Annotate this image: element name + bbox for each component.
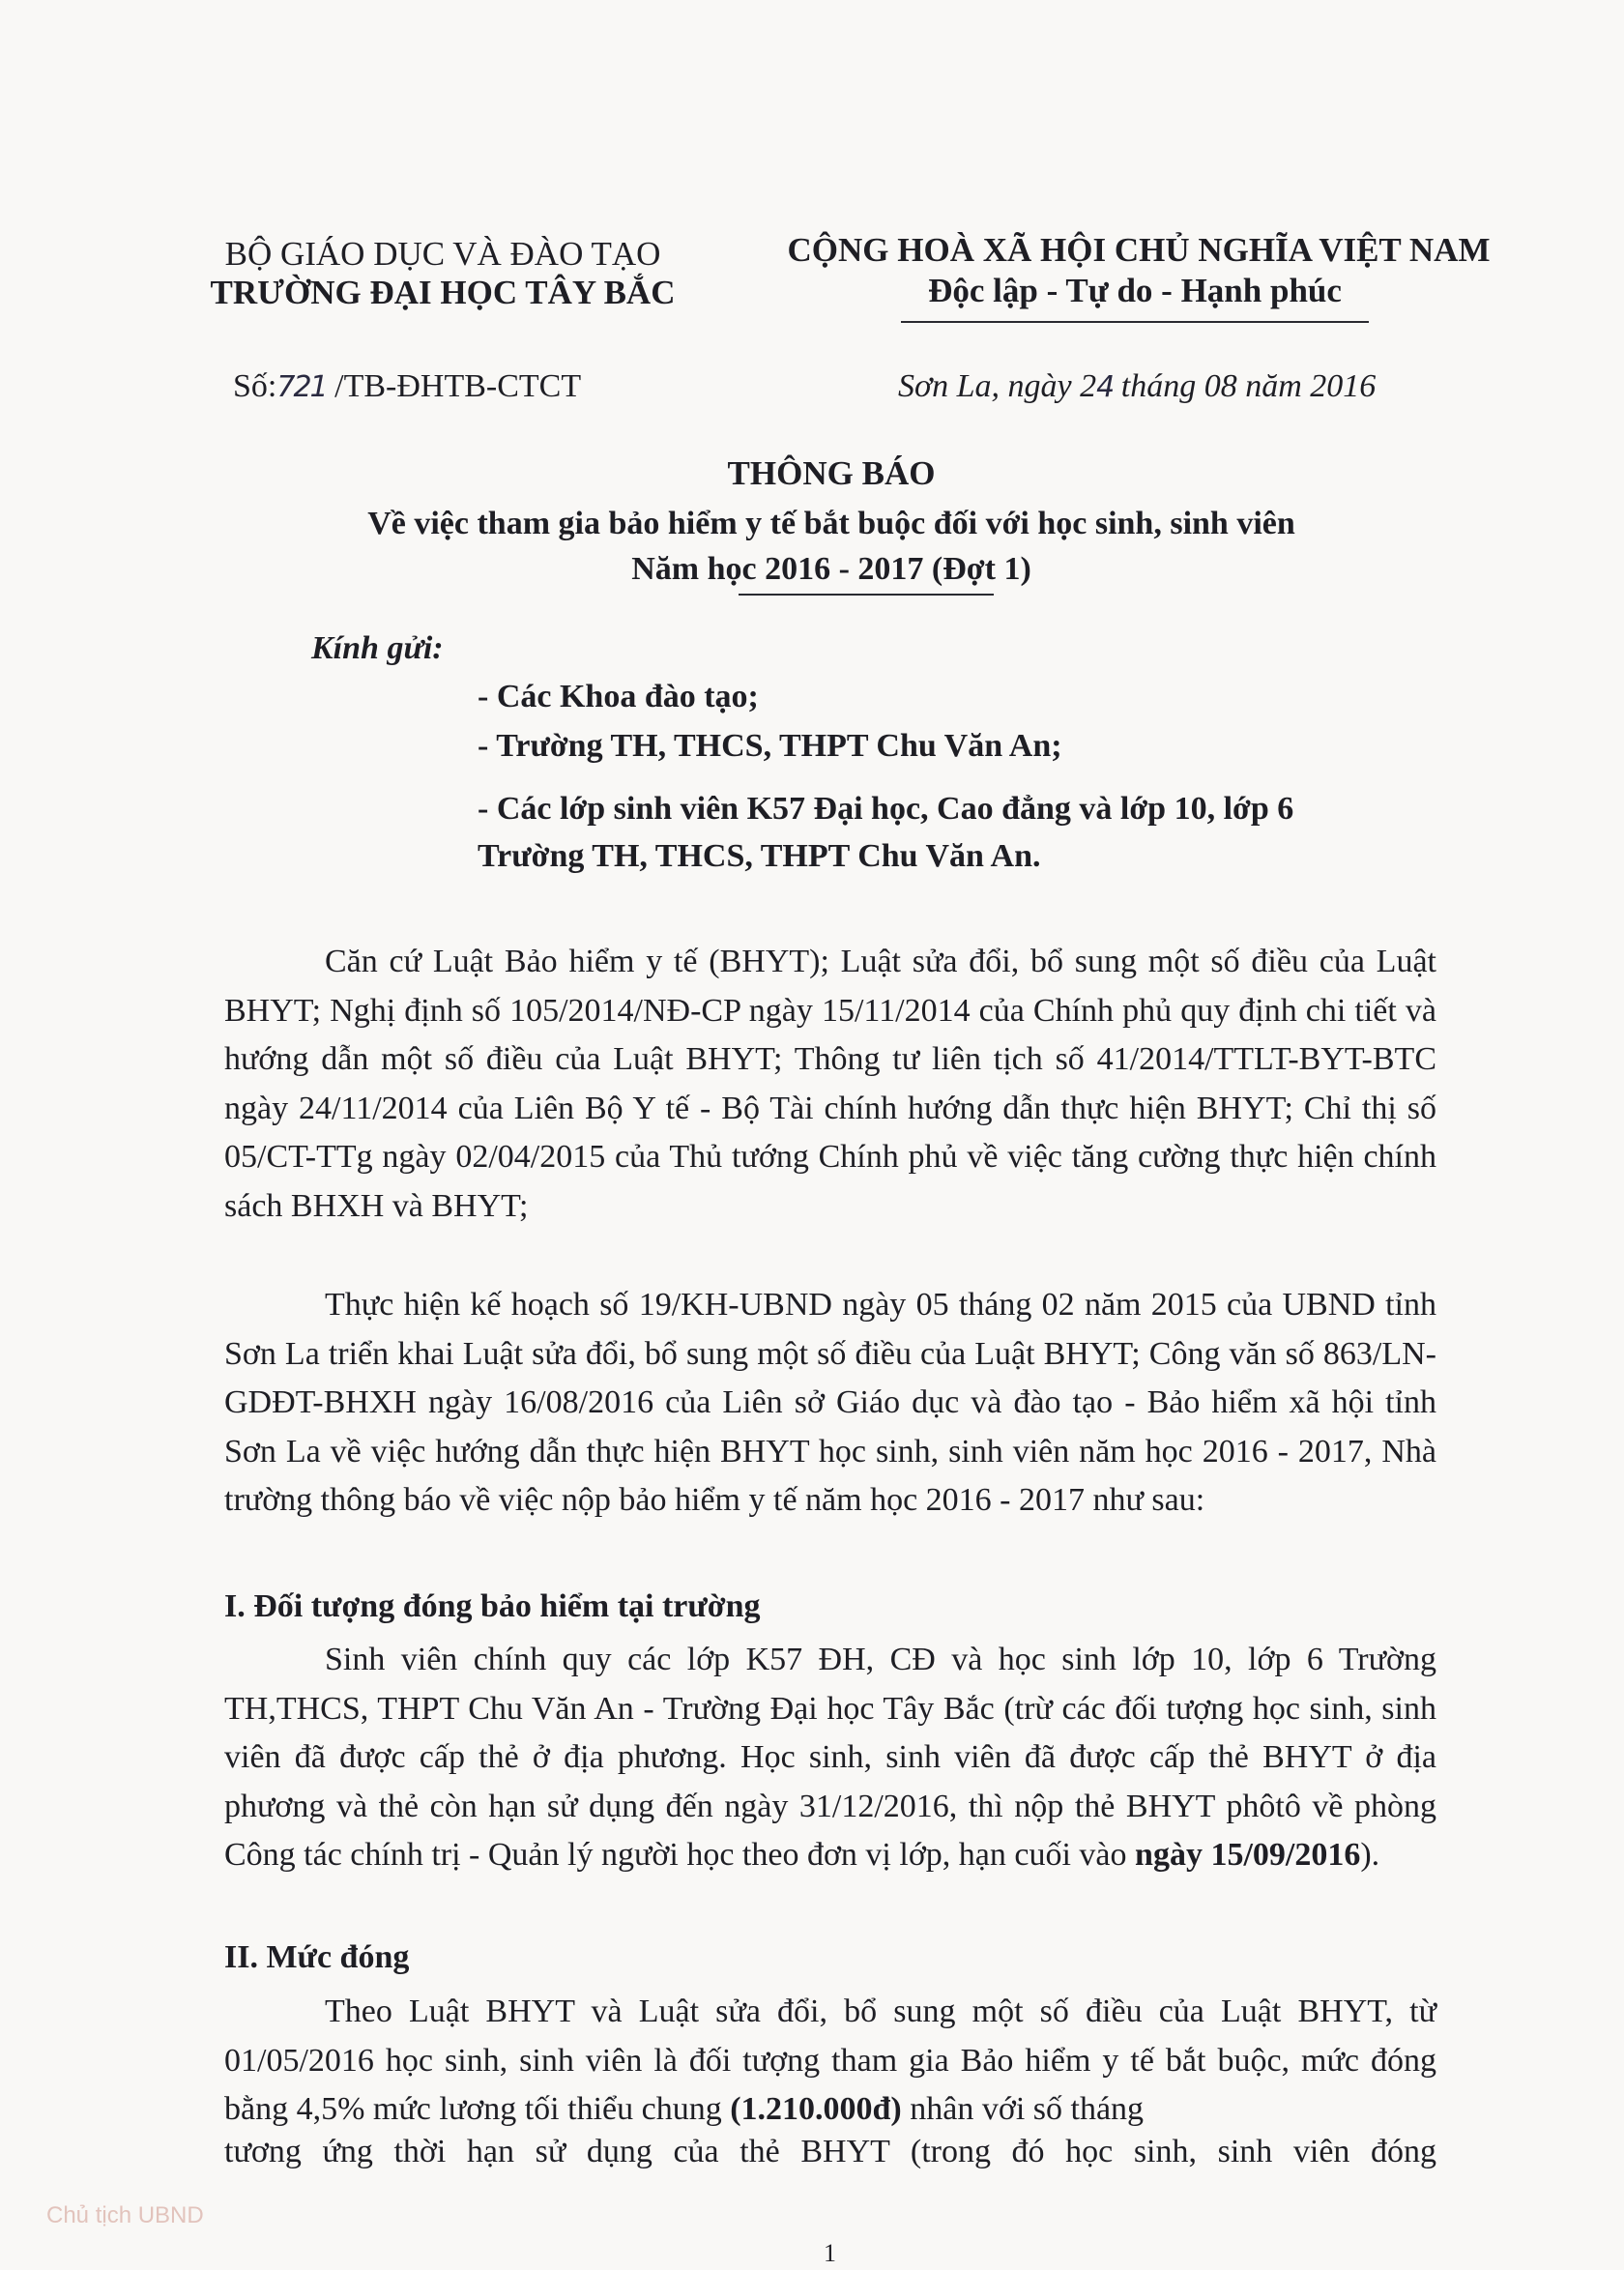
section-2-last-line: tương ứng thời hạn sử dụng của thẻ BHYT (trong đó học sinh, sinh viên đóng	[224, 2134, 1436, 2169]
section-1-text	[224, 1636, 1436, 1880]
recipient-item: - Các Khoa đào tạo;	[478, 679, 759, 714]
ministry-name: BỘ GIÁO DỤC VÀ ĐÀO TẠO	[224, 235, 661, 273]
number-prefix: Số:	[233, 368, 277, 404]
section-1-title: I. Đối tượng đóng bảo hiểm tại trường	[224, 1588, 761, 1624]
contribution-base: (1.210.000đ)	[730, 2091, 902, 2127]
recipient-item: Trường TH, THCS, THPT Chu Văn An.	[478, 838, 1041, 874]
number-suffix: /TB-ĐHTB-CTCT	[326, 368, 582, 404]
recipient-item: - Trường TH, THCS, THPT Chu Văn An;	[478, 728, 1062, 764]
recipient-item: - Các lớp sinh viên K57 Đại học, Cao đẳng và lớp 10, lớp 6	[478, 791, 1294, 827]
document-number	[233, 368, 581, 405]
title-underline	[739, 594, 994, 596]
motto: Độc lập - Tự do - Hạnh phúc	[928, 272, 1342, 309]
handwritten-number: 721	[276, 370, 327, 404]
stamp-bleed-through: Chủ tịch UBND	[46, 2202, 204, 2228]
section-2-body-cont: nhân với số tháng	[901, 2091, 1145, 2127]
section-2-title: II. Mức đóng	[224, 1939, 410, 1975]
motto-underline	[901, 321, 1369, 323]
paragraph-implementation: Thực hiện kế hoạch số 19/KH-UBND ngày 05 tháng 02 năm 2015 của UBND tỉnh Sơn La triển khai Luật sửa đổi, bổ sung một số điều của Luật BHYT; Công văn số 863/LN-GDĐT-BHXH ngày 16/08/2016 của Liên sở Giáo dục và đào tạo - Bảo hiểm xã hội tỉnh Sơn La về việc hướng dẫn thực hiện BHYT học sinh, sinh viên năm học 2016 - 2017, Nhà trường thông báo về việc nộp bảo hiểm y tế năm học 2016 - 2017 như sau:	[224, 1287, 1436, 1518]
deadline-date: ngày 15/09/2016	[1135, 1837, 1361, 1873]
section-2-body: Theo Luật BHYT và Luật sửa đổi, bổ sung một số điều của Luật BHYT, từ 01/05/2016 học sinh, sinh viên là đối tượng tham gia Bảo hiểm y tế bắt buộc, mức đóng bằng 4,5% mức lương tối thiểu chung	[224, 1994, 1436, 2127]
school-year: Năm học 2016 - 2017 (Đợt 1)	[631, 551, 1031, 587]
section-2-text	[224, 1988, 1436, 2135]
recipients-label: Kính gửi:	[311, 630, 444, 666]
paragraph-legal-basis: Căn cứ Luật Bảo hiểm y tế (BHYT); Luật sửa đổi, bổ sung một số điều của Luật BHYT; Nghị định số 105/2014/NĐ-CP ngày 15/11/2014 của Chính phủ quy định chi tiết và hướng dẫn một số điều của Luật BHYT; Thông tư liên tịch số 41/2014/TTLT-BYT-BTC ngày 24/11/2014 của Liên Bộ Y tế - Bộ Tài chính hướng dẫn thực hiện BHYT; Chỉ thị số 05/CT-TTg ngày 02/04/2015 của Thủ tướng Chính phủ về việc tăng cường thực hiện chính sách BHXH và BHYT;	[224, 944, 1436, 1224]
notice-title: THÔNG BÁO	[727, 454, 936, 492]
university-name: TRƯỜNG ĐẠI HỌC TÂY BẮC	[210, 274, 676, 311]
date-suffix: tháng 08 năm 2016	[1113, 368, 1377, 404]
section-1-end: ).	[1360, 1837, 1380, 1873]
date-prefix: Sơn La, ngày 2	[898, 368, 1097, 404]
page-number: 1	[824, 2239, 836, 2267]
handwritten-day: 4	[1096, 370, 1114, 404]
notice-subject: Về việc tham gia bảo hiểm y tế bắt buộc đối với học sinh, sinh viên	[367, 506, 1295, 541]
section-1-body: Sinh viên chính quy các lớp K57 ĐH, CĐ và học sinh lớp 10, lớp 6 Trường TH,THCS, THPT Chu Văn An - Trường Đại học Tây Bắc (trừ các đối tượng học sinh, sinh viên đã được cấp thẻ ở địa phương. Học sinh, sinh viên đã được cấp thẻ BHYT ở địa phương và thẻ còn hạn sử dụng đến ngày 31/12/2016, thì nộp thẻ BHYT phôtô về phòng Công tác chính trị - Quản lý người học theo đơn vị lớp, hạn cuối vào	[224, 1642, 1436, 1873]
issue-date	[898, 368, 1376, 405]
country-name: CỘNG HOÀ XÃ HỘI CHỦ NGHĨA VIỆT NAM	[787, 231, 1491, 269]
